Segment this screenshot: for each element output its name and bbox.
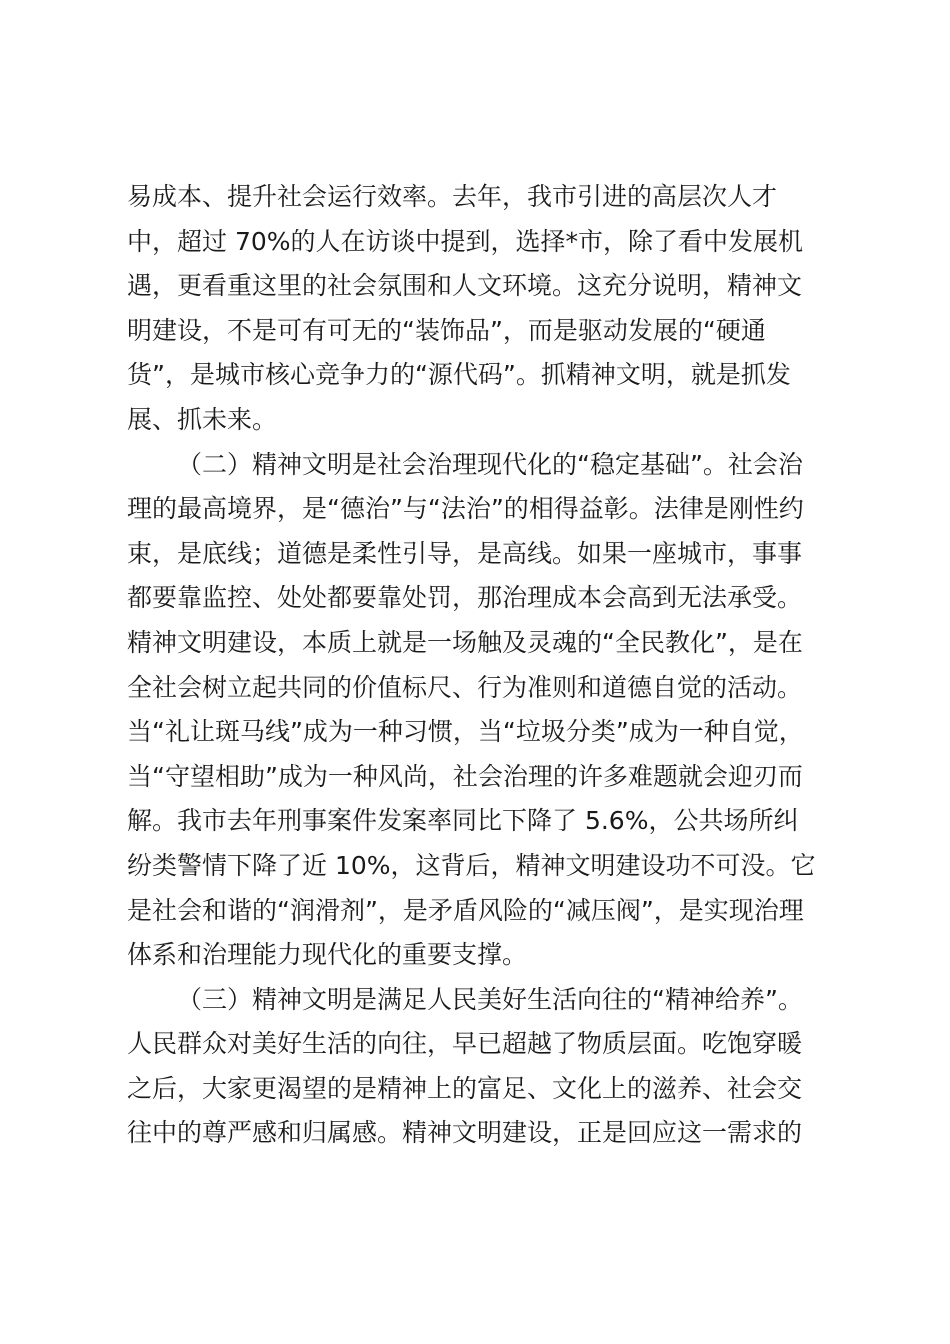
- text-line: 易成本、提升社会运行效率。去年，我市引进的高层次人才: [127, 182, 778, 211]
- text-line: 明建设，不是可有可无的“装饰品”，而是驱动发展的“硬通: [127, 315, 766, 345]
- text-line: 遇，更看重这里的社会氛围和人文环境。这充分说明，精神文: [127, 271, 803, 301]
- text-line: 当“礼让斑马线”成为一种习惯，当“垃圾分类”成为一种自觉，: [127, 717, 804, 747]
- text-line: 当“守望相助”成为一种风尚，社会治理的许多难题就会迎刃而: [127, 761, 803, 791]
- text-line: 之后，大家更渴望的是精神上的富足、文化上的滋养、社会交: [127, 1073, 803, 1103]
- text-line: 理的最高境界，是“德治”与“法治”的相得益彰。法律是刚性约: [127, 494, 804, 524]
- text-line: 货”，是城市核心竞争力的“源代码”。抓精神文明，就是抓发: [127, 360, 791, 390]
- paragraph-development: [127, 175, 827, 443]
- text-line: 都要靠监控、处处都要靠处罚，那治理成本会高到无法承受。: [127, 583, 803, 613]
- paragraph-section-three: [127, 978, 827, 1156]
- text-line: 是社会和谐的“润滑剂”，是矛盾风险的“减压阀”，是实现治理: [127, 895, 804, 925]
- text-line: 展、抓未来。: [127, 404, 278, 434]
- text-line: 纷类警情下降了近 10%，这背后，精神文明建设功不可没。它: [127, 850, 816, 880]
- text-line: 人民群众对美好生活的向往，早已超越了物质层面。吃饱穿暖: [127, 1029, 803, 1059]
- section-heading-line: （三）精神文明是满足人民美好生活向往的“精神给养”。: [177, 984, 803, 1014]
- text-line: 解。我市去年刑事案件发案率同比下降了 5.6%，公共场所纠: [127, 806, 799, 836]
- text-line: 往中的尊严感和归属感。精神文明建设，正是回应这一需求的: [127, 1118, 803, 1148]
- text-line: 束，是底线；道德是柔性引导，是高线。如果一座城市，事事: [127, 538, 803, 568]
- paragraph-section-two: [127, 443, 827, 978]
- text-line: 精神文明建设，本质上就是一场触及灵魂的“全民教化”，是在: [127, 627, 803, 657]
- text-line: 体系和治理能力现代化的重要支撑。: [127, 940, 528, 970]
- body-text: [127, 175, 827, 1156]
- text-line: 全社会树立起共同的价值标尺、行为准则和道德自觉的活动。: [127, 672, 803, 702]
- section-heading-line: （二）精神文明是社会治理现代化的“稳定基础”。社会治: [177, 449, 803, 479]
- text-line: 中，超过 70%的人在访谈中提到，选择*市，除了看中发展机: [127, 226, 804, 256]
